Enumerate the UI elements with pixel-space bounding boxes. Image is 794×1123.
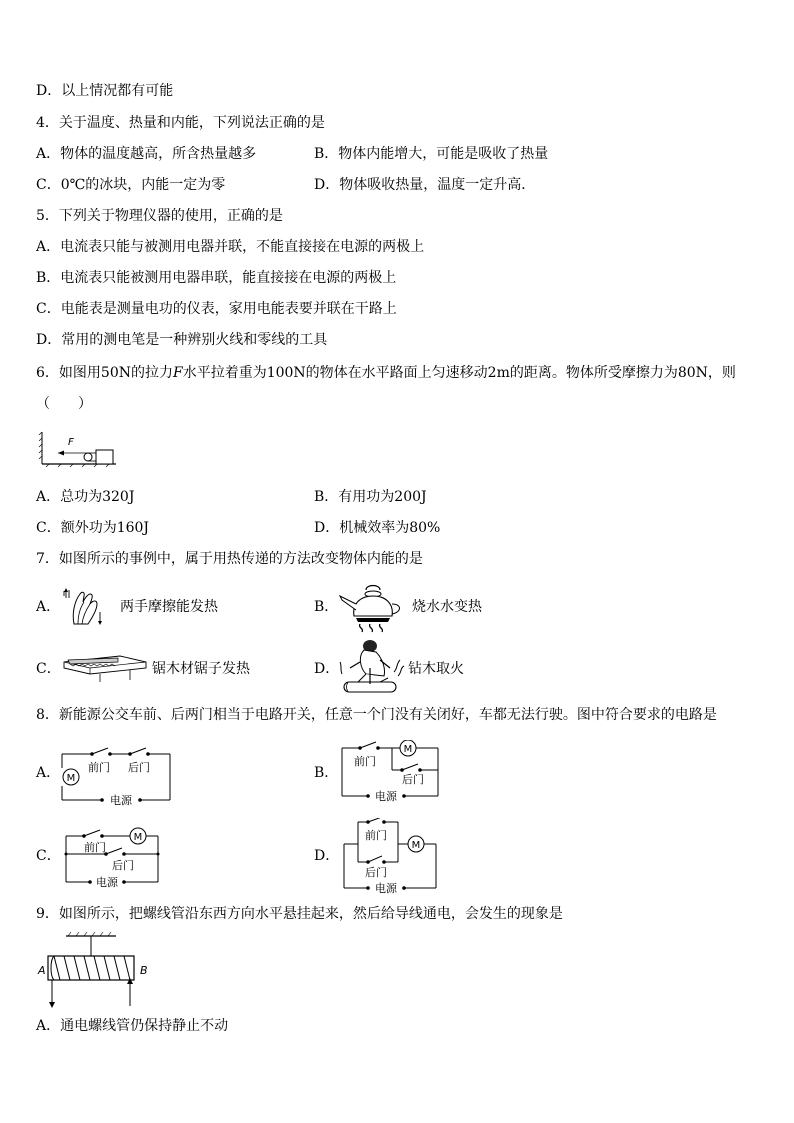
hanging-solenoid-figure — [36, 930, 156, 1010]
rear-door-label: 后门 — [402, 773, 424, 786]
q8-option-d-letter: D． — [314, 848, 340, 864]
q4-option-d: D．物体吸收热量，温度一定升高． — [314, 177, 536, 193]
question-9: 9．如图所示，把螺线管沿东西方向水平悬挂起来，然后给导线通电，会发生的现象是 — [36, 906, 563, 922]
q7-option-b-letter: B． — [314, 599, 339, 615]
front-door-label: 前门 — [354, 755, 376, 768]
question-6 — [36, 363, 736, 383]
q5-option-a: A．电流表只能与被测用电器并联，不能直接接在电源的两极上 — [36, 239, 425, 255]
circuit-d — [340, 818, 440, 894]
q6-option-d: D．机械效率为80% — [314, 520, 441, 536]
q8-option-a-letter: A． — [36, 765, 61, 781]
rear-door-label: 后门 — [128, 761, 150, 774]
q6-option-c: C．额外功为160J — [36, 520, 150, 536]
q5-option-d: D．常用的测电笔是一种辨别火线和零线的工具 — [36, 332, 328, 348]
power-label: 电源 — [375, 790, 397, 802]
motor-label: M — [411, 840, 421, 851]
q7-option-c-letter: C． — [36, 661, 61, 677]
circuit-a — [58, 740, 174, 806]
pulley-block-figure — [38, 430, 118, 468]
circuit-c — [62, 824, 162, 888]
circuit-b — [338, 740, 442, 802]
end-a-label: A — [38, 964, 46, 977]
power-label: 电源 — [110, 794, 132, 806]
kettle-icon — [336, 582, 410, 634]
power-label: 电源 — [96, 876, 118, 888]
q4-option-c: C．0℃的冰块，内能一定为零 — [36, 177, 226, 193]
q7-option-c-text: 锯木材锯子发热 — [152, 661, 250, 677]
drilling-wood-fire-icon — [336, 638, 408, 696]
q6-option-b: B．有用功为200J — [314, 489, 427, 505]
q6-answer-paren: （ ） — [36, 396, 92, 412]
rubbing-hands-icon — [60, 588, 106, 626]
power-label: 电源 — [375, 882, 397, 894]
front-door-label: 前门 — [88, 761, 110, 774]
question-8: 8．新能源公交车前、后两门相当于电路开关，任意一个门没有关闭好，车都无法行驶。图中符合要求的电路是 — [36, 707, 717, 723]
q7-option-a-letter: A． — [36, 599, 61, 615]
q6-text-pre: 6．如图用50N的拉力 — [36, 365, 173, 381]
question-4: 4．关于温度、热量和内能，下列说法正确的是 — [36, 115, 325, 131]
q7-option-a-text: 两手摩擦能发热 — [120, 599, 218, 615]
rear-door-label: 后门 — [112, 859, 134, 872]
q9-option-a: A．通电螺线管仍保持静止不动 — [36, 1018, 229, 1034]
motor-label: M — [403, 744, 413, 755]
q5-option-b: B．电流表只能被测用电器串联，能直接接在电源的两极上 — [36, 270, 397, 286]
motor-label: M — [66, 773, 76, 784]
q6-text-post: 水平拉着重为100N的物体在水平路面上匀速移动2m的距离。物体所受摩擦力为80N，则 — [182, 365, 736, 381]
question-7: 7．如图所示的事例中，属于用热传递的方法改变物体内能的是 — [36, 551, 423, 567]
saw-wood-icon — [60, 654, 150, 684]
end-b-label: B — [140, 964, 148, 977]
q6-option-a: A．总功为320J — [36, 489, 135, 505]
q5-option-c: C．电能表是测量电功的仪表，家用电能表要并联在干路上 — [36, 301, 397, 317]
motor-label: M — [133, 832, 143, 843]
q7-option-b-text: 烧水水变热 — [412, 599, 482, 615]
q4-option-a: A．物体的温度越高，所含热量越多 — [36, 146, 257, 162]
option-d-previous: D．以上情况都有可能 — [36, 83, 174, 99]
force-label: F — [68, 437, 74, 448]
q4-option-b: B．物体内能增大，可能是吸收了热量 — [314, 146, 549, 162]
front-door-label: 前门 — [84, 841, 106, 854]
rear-door-label: 后门 — [365, 866, 387, 879]
q8-option-c-letter: C． — [36, 848, 61, 864]
q7-option-d-text: 钻木取火 — [408, 661, 464, 677]
front-door-label: 前门 — [365, 829, 387, 842]
q6-force-symbol: F — [172, 365, 183, 381]
question-5: 5．下列关于物理仪器的使用，正确的是 — [36, 208, 283, 224]
q7-option-d-letter: D． — [314, 661, 340, 677]
q8-option-b-letter: B． — [314, 765, 339, 781]
